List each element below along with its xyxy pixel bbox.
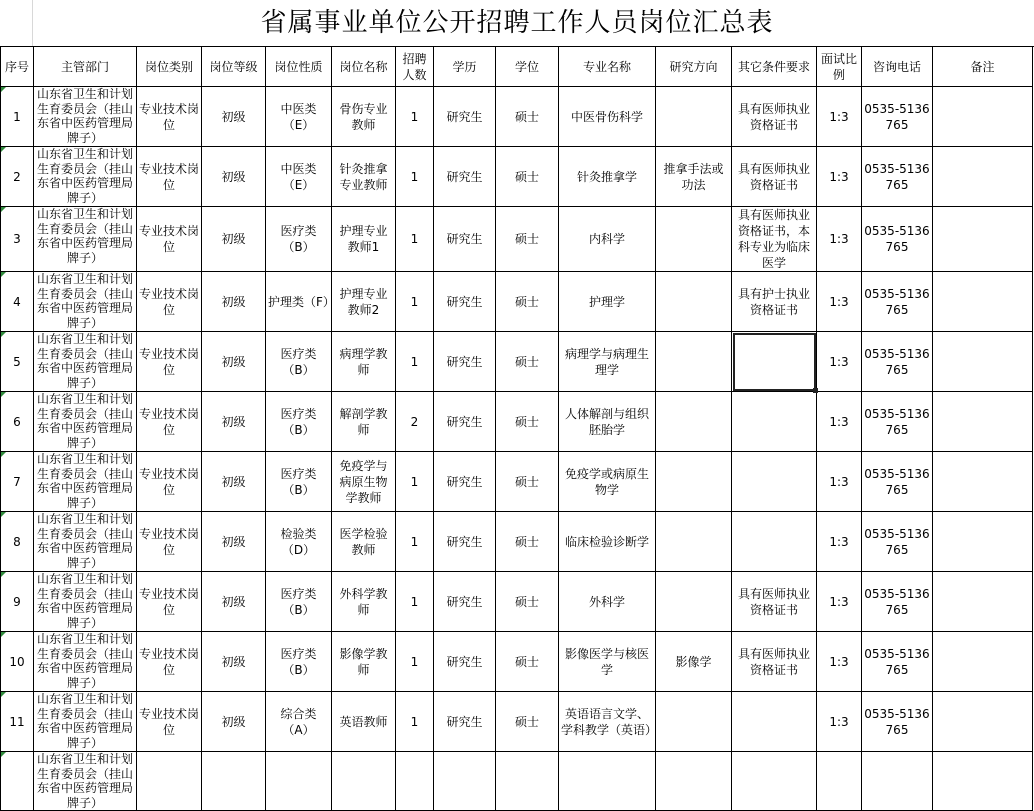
cell-other[interactable]: 具有医师执业资格证书 xyxy=(732,147,817,207)
cell-ratio[interactable]: 1:3 xyxy=(817,572,862,632)
cell-category[interactable]: 专业技术岗位 xyxy=(137,572,202,632)
header-phone[interactable]: 咨询电话 xyxy=(862,47,933,87)
cell-comment-indicator xyxy=(1,692,6,697)
cell-comment-indicator xyxy=(1,512,6,517)
cell-direction[interactable] xyxy=(656,692,732,752)
cell-nature[interactable]: 中医类（E） xyxy=(266,147,332,207)
cell-count[interactable]: 1 xyxy=(396,512,434,572)
header-post[interactable]: 岗位名称 xyxy=(332,47,396,87)
cell-ratio[interactable]: 1:3 xyxy=(817,272,862,332)
cell-direction[interactable] xyxy=(656,752,732,811)
cell-post[interactable]: 病理学教师 xyxy=(332,332,396,392)
cell-degree[interactable]: 硕士 xyxy=(496,207,559,272)
cell-phone[interactable]: 0535-5136765 xyxy=(862,452,933,512)
cell-count[interactable]: 1 xyxy=(396,147,434,207)
cell-ratio[interactable]: 1:3 xyxy=(817,87,862,147)
header-row xyxy=(1,47,1033,87)
cell-post[interactable] xyxy=(332,752,396,811)
cell-phone[interactable]: 0535-5136765 xyxy=(862,512,933,572)
cell-no[interactable]: 2 xyxy=(1,147,34,207)
cell-degree[interactable]: 硕士 xyxy=(496,87,559,147)
cell-post[interactable]: 护理专业教师1 xyxy=(332,207,396,272)
cell-post[interactable]: 外科学教师 xyxy=(332,572,396,632)
cell-post[interactable]: 骨伤专业教师 xyxy=(332,87,396,147)
cell-degree[interactable]: 硕士 xyxy=(496,512,559,572)
cell-category[interactable]: 专业技术岗位 xyxy=(137,147,202,207)
cell-note[interactable] xyxy=(933,512,1033,572)
cell-level[interactable]: 初级 xyxy=(202,452,266,512)
cell-dept[interactable]: 山东省卫生和计划生育委员会（挂山东省中医药管理局牌子） xyxy=(34,572,137,632)
cell-phone[interactable] xyxy=(862,752,933,811)
cell-category[interactable]: 专业技术岗位 xyxy=(137,272,202,332)
cell-nature[interactable]: 检验类（D） xyxy=(266,512,332,572)
cell-category[interactable]: 专业技术岗位 xyxy=(137,207,202,272)
cell-note[interactable] xyxy=(933,332,1033,392)
header-direction[interactable]: 研究方向 xyxy=(656,47,732,87)
cell-post[interactable]: 免疫学与病原生物学教师 xyxy=(332,452,396,512)
cell-note[interactable] xyxy=(933,392,1033,452)
header-ratio[interactable]: 面试比例 xyxy=(817,47,862,87)
table-row xyxy=(1,452,1033,512)
table-row xyxy=(1,632,1033,692)
cell-no[interactable]: 4 xyxy=(1,272,34,332)
cell-ratio[interactable]: 1:3 xyxy=(817,147,862,207)
cell-other[interactable] xyxy=(732,512,817,572)
cell-post[interactable]: 英语教师 xyxy=(332,692,396,752)
cell-level[interactable]: 初级 xyxy=(202,572,266,632)
cell-major[interactable]: 中医骨伤科学 xyxy=(559,87,656,147)
cell-note[interactable] xyxy=(933,207,1033,272)
cell-major[interactable]: 内科学 xyxy=(559,207,656,272)
cell-category[interactable]: 专业技术岗位 xyxy=(137,452,202,512)
cell-no[interactable]: 8 xyxy=(1,512,34,572)
cell-direction[interactable] xyxy=(656,332,732,392)
cell-no[interactable]: 6 xyxy=(1,392,34,452)
cell-level[interactable]: 初级 xyxy=(202,632,266,692)
table-row xyxy=(1,392,1033,452)
cell-ratio[interactable]: 1:3 xyxy=(817,632,862,692)
cell-major[interactable]: 针灸推拿学 xyxy=(559,147,656,207)
cell-direction[interactable] xyxy=(656,207,732,272)
header-dept[interactable]: 主管部门 xyxy=(34,47,137,87)
cell-nature[interactable]: 医疗类（B） xyxy=(266,207,332,272)
cell-post[interactable]: 针灸推拿专业教师 xyxy=(332,147,396,207)
cell-edu[interactable]: 研究生 xyxy=(434,572,496,632)
cell-edu[interactable] xyxy=(434,752,496,811)
cell-major[interactable]: 免疫学或病原生物学 xyxy=(559,452,656,512)
cell-dept[interactable]: 山东省卫生和计划生育委员会（挂山东省中医药管理局牌子） xyxy=(34,392,137,452)
cell-edu[interactable]: 研究生 xyxy=(434,512,496,572)
cell-no[interactable]: 1 xyxy=(1,87,34,147)
table-row xyxy=(1,512,1033,572)
header-level[interactable]: 岗位等级 xyxy=(202,47,266,87)
cell-other[interactable]: 具有护士执业资格证书 xyxy=(732,272,817,332)
cell-category[interactable] xyxy=(137,752,202,811)
cell-other[interactable] xyxy=(732,392,817,452)
cell-other[interactable] xyxy=(732,452,817,512)
cell-category[interactable]: 专业技术岗位 xyxy=(137,512,202,572)
cell-nature[interactable]: 医疗类（B） xyxy=(266,392,332,452)
header-major[interactable]: 专业名称 xyxy=(559,47,656,87)
cell-other[interactable]: 具有医师执业资格证书，本科专业为临床医学 xyxy=(732,207,817,272)
header-count[interactable]: 招聘人数 xyxy=(396,47,434,87)
cell-edu[interactable]: 研究生 xyxy=(434,392,496,452)
cell-level[interactable]: 初级 xyxy=(202,392,266,452)
cell-degree[interactable]: 硕士 xyxy=(496,147,559,207)
cell-no[interactable] xyxy=(1,752,34,811)
table-row xyxy=(1,87,1033,147)
table-row xyxy=(1,272,1033,332)
cell-count[interactable]: 1 xyxy=(396,332,434,392)
cell-ratio[interactable]: 1:3 xyxy=(817,692,862,752)
cell-edu[interactable]: 研究生 xyxy=(434,207,496,272)
sheet-title: 省属事业单位公开招聘工作人员岗位汇总表 xyxy=(260,8,774,38)
cell-ratio[interactable]: 1:3 xyxy=(817,332,862,392)
cell-no[interactable]: 10 xyxy=(1,632,34,692)
cell-phone[interactable]: 0535-5136765 xyxy=(862,87,933,147)
cell-major[interactable]: 人体解剖与组织胚胎学 xyxy=(559,392,656,452)
cell-dept[interactable]: 山东省卫生和计划生育委员会（挂山东省中医药管理局牌子） xyxy=(34,692,137,752)
cell-count[interactable]: 1 xyxy=(396,452,434,512)
cell-count[interactable]: 1 xyxy=(396,632,434,692)
header-note[interactable]: 备注 xyxy=(933,47,1033,87)
cell-count[interactable]: 1 xyxy=(396,87,434,147)
cell-direction[interactable] xyxy=(656,452,732,512)
cell-edu[interactable]: 研究生 xyxy=(434,332,496,392)
cell-other[interactable]: 具有医师执业资格证书 xyxy=(732,632,817,692)
cell-edu[interactable]: 研究生 xyxy=(434,452,496,512)
cell-phone[interactable]: 0535-5136765 xyxy=(862,147,933,207)
cell-major[interactable]: 外科学 xyxy=(559,572,656,632)
cell-level[interactable]: 初级 xyxy=(202,512,266,572)
header-no[interactable]: 序号 xyxy=(1,47,34,87)
cell-dept[interactable]: 山东省卫生和计划生育委员会（挂山东省中医药管理局牌子） xyxy=(34,452,137,512)
cell-note[interactable] xyxy=(933,692,1033,752)
cell-dept[interactable]: 山东省卫生和计划生育委员会（挂山东省中医药管理局牌子） xyxy=(34,207,137,272)
cell-comment-indicator xyxy=(1,272,6,277)
cell-other[interactable] xyxy=(732,752,817,811)
cell-dept[interactable]: 山东省卫生和计划生育委员会（挂山东省中医药管理局牌子） xyxy=(34,332,137,392)
cell-edu[interactable]: 研究生 xyxy=(434,147,496,207)
cell-level[interactable]: 初级 xyxy=(202,207,266,272)
cell-note[interactable] xyxy=(933,147,1033,207)
cell-level[interactable]: 初级 xyxy=(202,147,266,207)
cell-degree[interactable]: 硕士 xyxy=(496,272,559,332)
cell-category[interactable]: 专业技术岗位 xyxy=(137,332,202,392)
cell-direction[interactable] xyxy=(656,572,732,632)
cell-phone[interactable]: 0535-5136765 xyxy=(862,332,933,392)
cell-other[interactable] xyxy=(732,692,817,752)
header-degree[interactable]: 学位 xyxy=(496,47,559,87)
cell-level[interactable]: 初级 xyxy=(202,87,266,147)
cell-phone[interactable]: 0535-5136765 xyxy=(862,572,933,632)
cell-note[interactable] xyxy=(933,272,1033,332)
cell-degree[interactable]: 硕士 xyxy=(496,392,559,452)
cell-note[interactable] xyxy=(933,452,1033,512)
cell-nature[interactable]: 综合类（A） xyxy=(266,692,332,752)
cell-category[interactable]: 专业技术岗位 xyxy=(137,87,202,147)
cell-nature[interactable]: 中医类（E） xyxy=(266,87,332,147)
cell-major[interactable]: 临床检验诊断学 xyxy=(559,512,656,572)
table-row xyxy=(1,752,1033,811)
cell-count[interactable]: 1 xyxy=(396,572,434,632)
cell-comment-indicator xyxy=(1,632,6,637)
cell-comment-indicator xyxy=(1,752,6,757)
cell-note[interactable] xyxy=(933,752,1033,811)
cell-major[interactable]: 护理学 xyxy=(559,272,656,332)
cell-category[interactable]: 专业技术岗位 xyxy=(137,392,202,452)
cell-category[interactable]: 专业技术岗位 xyxy=(137,692,202,752)
cell-ratio[interactable] xyxy=(817,752,862,811)
cell-major[interactable]: 英语语言文学、学科教学（英语） xyxy=(559,692,656,752)
cell-comment-indicator xyxy=(1,87,6,92)
cell-direction[interactable] xyxy=(656,87,732,147)
cell-post[interactable]: 医学检验教师 xyxy=(332,512,396,572)
cell-level[interactable]: 初级 xyxy=(202,332,266,392)
cell-edu[interactable]: 研究生 xyxy=(434,692,496,752)
cell-count[interactable]: 2 xyxy=(396,392,434,452)
cell-direction[interactable] xyxy=(656,272,732,332)
cell-no[interactable]: 7 xyxy=(1,452,34,512)
cell-direction[interactable]: 影像学 xyxy=(656,632,732,692)
cell-other[interactable]: 具有医师执业资格证书 xyxy=(732,87,817,147)
cell-post[interactable]: 解剖学教师 xyxy=(332,392,396,452)
header-edu[interactable]: 学历 xyxy=(434,47,496,87)
cell-direction[interactable] xyxy=(656,512,732,572)
cell-degree[interactable] xyxy=(496,752,559,811)
cell-major[interactable]: 病理学与病理生理学 xyxy=(559,332,656,392)
cell-comment-indicator xyxy=(1,572,6,577)
cell-major[interactable] xyxy=(559,752,656,811)
cell-degree[interactable]: 硕士 xyxy=(496,632,559,692)
cell-category[interactable]: 专业技术岗位 xyxy=(137,632,202,692)
cell-nature[interactable]: 医疗类（B） xyxy=(266,452,332,512)
cell-degree[interactable]: 硕士 xyxy=(496,332,559,392)
cell-note[interactable] xyxy=(933,87,1033,147)
cell-comment-indicator xyxy=(1,392,6,397)
cell-phone[interactable]: 0535-5136765 xyxy=(862,272,933,332)
table-row xyxy=(1,147,1033,207)
cell-count[interactable] xyxy=(396,752,434,811)
cell-comment-indicator xyxy=(1,452,6,457)
cell-edu[interactable]: 研究生 xyxy=(434,632,496,692)
cell-nature[interactable] xyxy=(266,752,332,811)
cell-dept[interactable]: 山东省卫生和计划生育委员会（挂山东省中医药管理局牌子） xyxy=(34,87,137,147)
cell-dept[interactable]: 山东省卫生和计划生育委员会（挂山东省中医药管理局牌子） xyxy=(34,272,137,332)
cell-direction[interactable]: 推拿手法或功法 xyxy=(656,147,732,207)
cell-dept[interactable]: 山东省卫生和计划生育委员会（挂山东省中医药管理局牌子） xyxy=(34,632,137,692)
cell-phone[interactable]: 0535-5136765 xyxy=(862,632,933,692)
cell-nature[interactable]: 医疗类（B） xyxy=(266,572,332,632)
cell-comment-indicator xyxy=(1,332,6,337)
cell-dept[interactable]: 山东省卫生和计划生育委员会（挂山东省中医药管理局牌子） xyxy=(34,752,137,811)
cell-phone[interactable]: 0535-5136765 xyxy=(862,207,933,272)
cell-count[interactable]: 1 xyxy=(396,207,434,272)
cell-dept[interactable]: 山东省卫生和计划生育委员会（挂山东省中医药管理局牌子） xyxy=(34,512,137,572)
cell-ratio[interactable]: 1:3 xyxy=(817,512,862,572)
cell-edu[interactable]: 研究生 xyxy=(434,272,496,332)
cell-degree[interactable]: 硕士 xyxy=(496,572,559,632)
cell-other[interactable]: 具有医师执业资格证书 xyxy=(732,572,817,632)
cell-level[interactable] xyxy=(202,752,266,811)
table-row xyxy=(1,572,1033,632)
cell-dept[interactable]: 山东省卫生和计划生育委员会（挂山东省中医药管理局牌子） xyxy=(34,147,137,207)
cell-no[interactable]: 5 xyxy=(1,332,34,392)
cell-ratio[interactable]: 1:3 xyxy=(817,392,862,452)
header-category[interactable]: 岗位类别 xyxy=(137,47,202,87)
cell-degree[interactable]: 硕士 xyxy=(496,452,559,512)
job-positions-table xyxy=(0,46,1033,811)
table-row xyxy=(1,332,1033,392)
cell-note[interactable] xyxy=(933,632,1033,692)
table-row xyxy=(1,692,1033,752)
table-row xyxy=(1,207,1033,272)
cell-level[interactable]: 初级 xyxy=(202,272,266,332)
cell-comment-indicator xyxy=(1,207,6,212)
cell-ratio[interactable]: 1:3 xyxy=(817,452,862,512)
cell-no[interactable]: 9 xyxy=(1,572,34,632)
cell-ratio[interactable]: 1:3 xyxy=(817,207,862,272)
header-other[interactable]: 其它条件要求 xyxy=(732,47,817,87)
cell-level[interactable]: 初级 xyxy=(202,692,266,752)
cell-nature[interactable]: 医疗类（B） xyxy=(266,332,332,392)
cell-comment-indicator xyxy=(1,147,6,152)
cell-no[interactable]: 3 xyxy=(1,207,34,272)
cell-edu[interactable]: 研究生 xyxy=(434,87,496,147)
cell-post[interactable]: 护理专业教师2 xyxy=(332,272,396,332)
cell-degree[interactable]: 硕士 xyxy=(496,692,559,752)
cell-phone[interactable]: 0535-5136765 xyxy=(862,392,933,452)
cell-count[interactable]: 1 xyxy=(396,272,434,332)
cell-direction[interactable] xyxy=(656,392,732,452)
cell-nature[interactable]: 护理类（F） xyxy=(266,272,332,332)
cell-major[interactable]: 影像医学与核医学 xyxy=(559,632,656,692)
cell-nature[interactable]: 医疗类（B） xyxy=(266,632,332,692)
header-nature[interactable]: 岗位性质 xyxy=(266,47,332,87)
title-row xyxy=(0,0,1034,47)
cell-no[interactable]: 11 xyxy=(1,692,34,752)
selected-cell[interactable] xyxy=(732,332,817,392)
cell-note[interactable] xyxy=(933,572,1033,632)
cell-phone[interactable]: 0535-5136765 xyxy=(862,692,933,752)
cell-post[interactable]: 影像学教师 xyxy=(332,632,396,692)
cell-count[interactable]: 1 xyxy=(396,692,434,752)
